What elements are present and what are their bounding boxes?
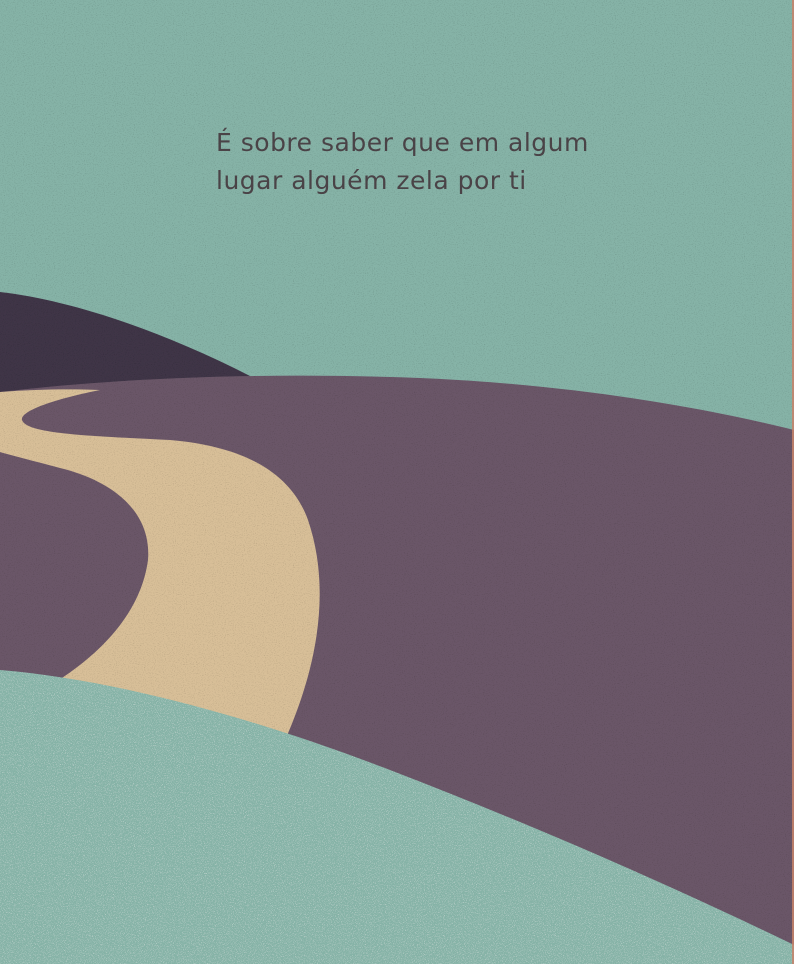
story-caption: [216, 124, 636, 200]
caption-line-2: lugar alguém zela por ti: [216, 166, 527, 195]
caption-line-1: É sobre saber que em algum: [216, 128, 589, 157]
